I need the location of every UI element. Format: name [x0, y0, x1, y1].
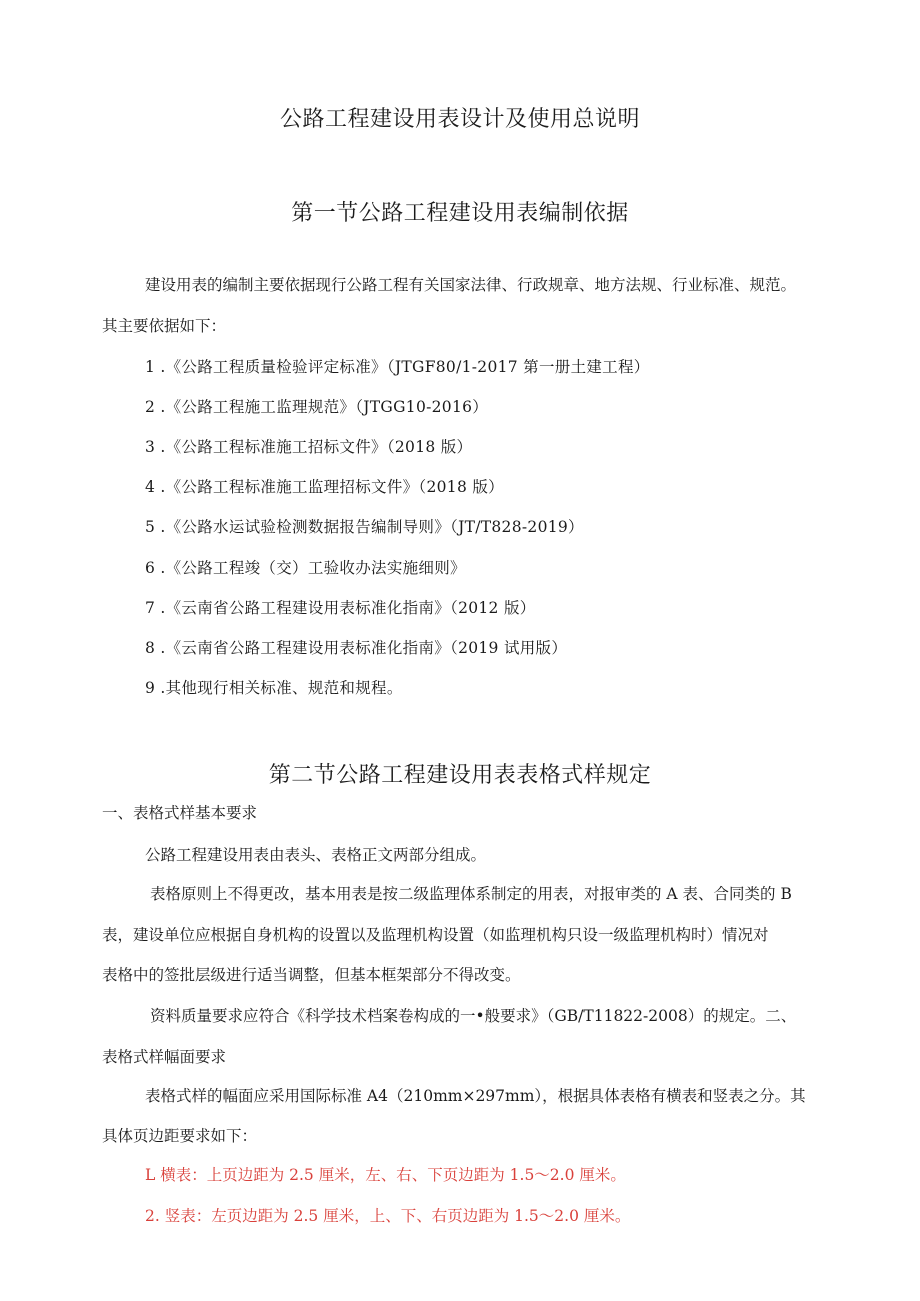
section1-intro-line2: 其主要依据如下：: [102, 317, 227, 335]
reference-item: 7 .《云南省公路工程建设用表标准化指南》（2012 版）: [145, 599, 536, 617]
margin-rule-portrait: 2. 竖表：左页边距为 2.5 厘米，上、下、右页边距为 1.5～2.0 厘米。: [145, 1207, 631, 1225]
paragraph-line: 公路工程建设用表由表头、表格正文两部分组成。: [145, 846, 487, 864]
section1-heading: 第一节公路工程建设用表编制依据: [291, 201, 629, 226]
reference-item: 2 .《公路工程施工监理规范》（JTGG10-2016）: [145, 398, 489, 416]
reference-item: 4 .《公路工程标准施工监理招标文件》（2018 版）: [145, 478, 504, 496]
section2-heading: 第二节公路工程建设用表表格式样规定: [268, 763, 652, 788]
section1-intro-line1: 建设用表的编制主要依据现行公路工程有关国家法律、行政规章、地方法规、行业标准、规范。: [145, 276, 797, 294]
margin-rule-landscape: L 横表：上页边距为 2.5 厘米，左、右、下页边距为 1.5～2.0 厘米。: [145, 1166, 626, 1184]
paragraph-line: 表，建设单位应根据自身机构的设置以及监理机构设置（如监理机构只设一级监理机构时）情况对: [102, 926, 769, 944]
reference-item: 8 .《云南省公路工程建设用表标准化指南》（2019 试用版）: [145, 639, 568, 657]
paragraph-line: 表格原则上不得更改，基本用表是按二级监理体系制定的用表，对报审类的 A 表、合同类的 B: [150, 885, 792, 903]
reference-item: 6 .《公路工程竣（交）工验收办法实施细则》: [145, 559, 466, 577]
paragraph-line: 具体页边距要求如下：: [102, 1127, 258, 1145]
paragraph-line: 表格中的签批层级进行适当调整，但基本框架部分不得改变。: [102, 966, 521, 984]
paragraph-line: 资料质量要求应符合《科学技术档案卷构成的一•般要求》（GB/T11822-2008）的规定。二、: [150, 1007, 797, 1025]
reference-item: 9 .其他现行相关标准、规范和规程。: [145, 679, 403, 697]
document-title: 公路工程建设用表设计及使用总说明: [279, 107, 640, 132]
reference-item: 5 .《公路水运试验检测数据报告编制导则》（JT/T828-2019）: [145, 518, 584, 536]
paragraph-line: 表格式样的幅面应采用国际标准 A4（210mm×297mm），根据具体表格有横表和竖表之分。其: [145, 1087, 806, 1105]
reference-item: 3 .《公路工程标准施工招标文件》（2018 版）: [145, 438, 473, 456]
subsection-heading: 一、表格式样基本要求: [102, 804, 258, 822]
reference-item: 1 .《公路工程质量检验评定标准》（JTGF80/1-2017 第一册土建工程）: [145, 358, 650, 376]
paragraph-line: 表格式样幅面要求: [102, 1048, 227, 1066]
